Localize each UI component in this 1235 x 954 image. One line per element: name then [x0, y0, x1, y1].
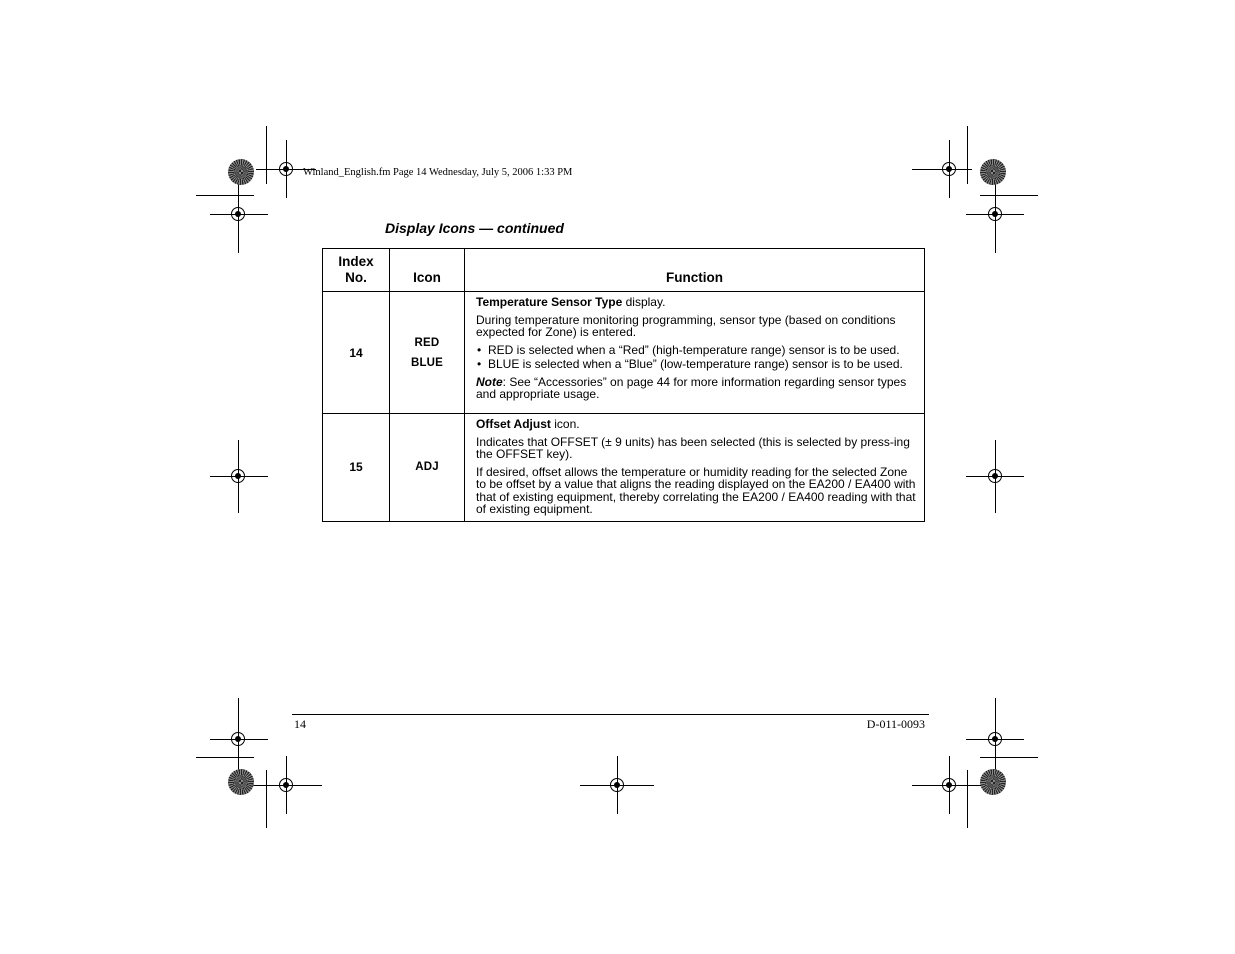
index-header-line1: Index — [338, 254, 374, 269]
registration-mark-icon — [279, 778, 293, 792]
starburst-target-icon — [980, 159, 1006, 185]
function-cell — [465, 292, 925, 414]
registration-mark-icon — [942, 162, 956, 176]
file-slug-line: Winland_English.fm Page 14 Wednesday, July 5, 2006 1:33 PM — [303, 167, 573, 178]
red-sensor-icon: RED — [414, 336, 440, 349]
registration-mark-icon — [942, 778, 956, 792]
function-note — [476, 376, 916, 401]
adj-icon: ADJ — [415, 461, 439, 474]
section-title: Display Icons — continued — [385, 220, 564, 236]
crop-line — [196, 195, 254, 196]
icon-cell — [390, 292, 465, 414]
starburst-target-icon — [228, 769, 254, 795]
registration-mark-icon — [988, 469, 1002, 483]
crop-line — [266, 126, 267, 184]
crop-line — [196, 757, 254, 758]
note-text: : See “Accessories” on page 44 for more information regarding sensor types and appropriate usage. — [476, 374, 907, 401]
registration-mark-icon — [610, 778, 624, 792]
registration-mark-icon — [231, 732, 245, 746]
index-column-header — [323, 249, 390, 292]
registration-mark-icon — [988, 207, 1002, 221]
crop-line — [266, 770, 267, 828]
footer-rule — [292, 714, 929, 715]
function-title-rest: display. — [622, 295, 666, 309]
function-title — [476, 296, 916, 309]
icon-column-header: Icon — [390, 249, 465, 292]
function-paragraph: During temperature monitoring programming, sensor type (based on conditions expected for Zone) is entered. — [476, 312, 896, 339]
page-number: 14 — [294, 717, 306, 731]
starburst-target-icon — [980, 769, 1006, 795]
index-cell: 14 — [323, 292, 390, 414]
crop-line — [980, 757, 1038, 758]
icon-cell — [390, 414, 465, 522]
display-icons-table — [322, 248, 925, 522]
registration-mark-icon — [231, 207, 245, 221]
list-item: • BLUE is selected when a “Blue” (low-temperature range) sensor is to be used. — [476, 358, 916, 371]
document-id: D-011-0093 — [866, 717, 925, 731]
registration-mark-icon — [231, 469, 245, 483]
crop-line — [967, 126, 968, 184]
crop-line — [980, 195, 1038, 196]
function-title-rest: icon. — [550, 417, 580, 431]
function-paragraph: Indicates that OFFSET (± 9 units) has been selected (this is selected by press-ing the OFFSET key). — [476, 434, 910, 461]
blue-sensor-icon: BLUE — [410, 356, 444, 369]
function-paragraph: If desired, offset allows the temperature or humidity reading for the selected Zone to be offset by a value that aligns the reading displayed on the EA200 / EA400 with that of existing equipment, thereby correlating the EA200 / EA400 reading with that of existing equipment. — [476, 464, 916, 516]
function-column-header: Function — [465, 249, 925, 292]
registration-mark-icon — [988, 732, 1002, 746]
function-title — [476, 418, 916, 431]
function-title-bold: Offset Adjust — [476, 417, 551, 431]
index-header-line2: No. — [345, 270, 367, 285]
note-label: Note — [476, 374, 503, 389]
table-row — [323, 292, 925, 414]
index-cell: 15 — [323, 414, 390, 522]
crop-line — [967, 770, 968, 828]
registration-mark-icon — [279, 162, 293, 176]
function-title-bold: Temperature Sensor Type — [476, 295, 623, 309]
function-cell — [465, 414, 925, 522]
table-row — [323, 414, 925, 522]
list-item: • RED is selected when a “Red” (high-temperature range) sensor is to be used. — [476, 344, 916, 357]
starburst-target-icon — [228, 159, 254, 185]
table-header-row — [323, 249, 925, 292]
function-bullet-list — [476, 344, 916, 371]
